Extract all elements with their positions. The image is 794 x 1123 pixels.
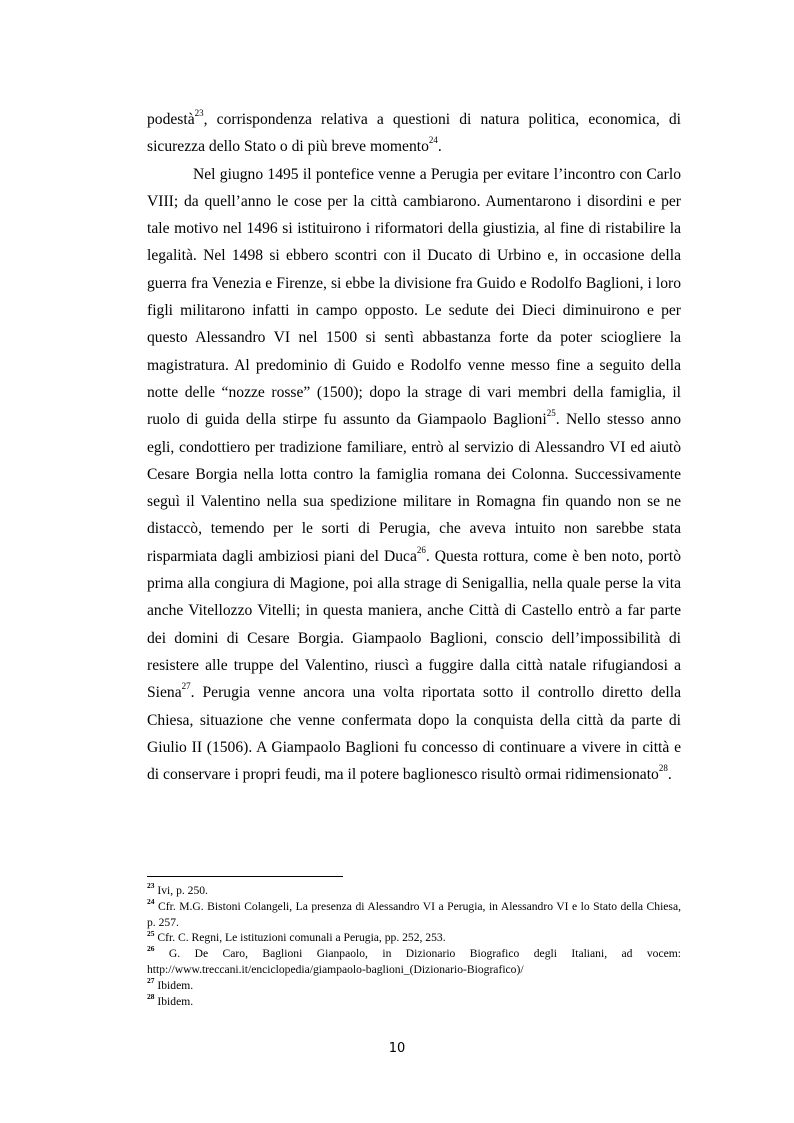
footnote-24: [147, 896, 681, 931]
footnote-26: [147, 946, 681, 978]
paragraph-text: Nel giugno 1495 il pontefice venne a Perugia per evitare l’incontro con Carlo VIII; da quell’anno le cose per la città cambiarono. Aumentarono i disordini e per tale motivo nel 1496 si istituirono i riformatori della giustizia, al fine di ristabilire la legalità. Nel 1498 si ebbero scontri con il Ducato di Urbino e, in occasione della guerra fra Venezia e Firenze, si ebbe la divisione fra Guido e Rodolfo Baglioni, i loro figli militarono infatti in campo opposto. Le sedute dei Dieci diminuirono e per questo Alessandro VI nel 1500 si sentì abbastanza forte da poter sciogliere la magistratura. Al predominio di Guido e Rodolfo venne messo fine a seguito della notte delle “nozze rosse” (1500); dopo la strage di vari membri della famiglia, il ruolo di guida della stirpe fu assunto da Giampaolo Baglioni: [147, 165, 681, 429]
footnote-number: 24: [147, 896, 155, 906]
footnote-ref-25[interactable]: 25: [546, 408, 556, 419]
footnote-ref-26[interactable]: 26: [416, 544, 426, 555]
footnote-text: Cfr. M.G. Bistoni Colangeli, La presenza di Alessandro VI a Perugia, in Alessandro VI e lo Stato della Chiesa, p. 257.: [147, 899, 681, 929]
paragraph-text: . Questa rottura, come è ben noto, portò prima alla congiura di Magione, poi alla strage di Senigallia, nella quale perse la vita anche Vitellozzo Vitelli; in questa maniera, anche Città di Castello entrò a far parte dei domini di Cesare Borgia. Giampaolo Baglioni, conscio dell’impossibilità di resistere alle truppe del Valentino, riuscì a fuggire dalla città natale rifugiandosi a Siena: [147, 547, 682, 702]
footnote-number: 25: [147, 928, 155, 938]
footnote-text: Cfr. C. Regni, Le istituzioni comunali a Perugia, pp. 252, 253.: [154, 931, 446, 945]
paragraph-text: , corrispondenza relativa a questioni di natura politica, economica, di sicurezza dello Stato o di più breve momento: [147, 111, 681, 156]
footnote-number: 26: [147, 944, 155, 954]
footnotes: [147, 883, 681, 1009]
footnote-23: [147, 883, 681, 899]
paragraph-1: [147, 106, 681, 161]
footnote-25: [147, 930, 681, 946]
paragraph-text: . Nello stesso anno egli, condottiero per tradizione familiare, entrò al servizio di Alessandro VI ed aiutò Cesare Borgia nella lotta contro la famiglia romana dei Colonna. Successivamente seguì il Valentino nella sua spedizione militare in Romagna fin quando non se ne distaccò, temendo per le sorti di Perugia, che aveva intuito non sarebbe stata risparmiata dagli ambiziosi piani del Duca: [147, 411, 682, 565]
paragraph-text: . Perugia venne ancora una volta riportata sotto il controllo diretto della Chiesa, situazione che venne confermata dopo la conquista della città da parte di Giulio II (1506). A Giampaolo Baglioni fu concesso di continuare a vivere in città e di conservare i propri feudi, ma il potere baglionesco risultò ormai ridimensionato: [147, 684, 681, 784]
footnote-text: Ibidem.: [154, 978, 194, 992]
footnote-number: 23: [147, 881, 155, 891]
footnote-number: 27: [147, 975, 155, 985]
footnote-ref-27[interactable]: 27: [181, 681, 191, 692]
footnote-text: Ibidem.: [154, 994, 194, 1008]
footnote-number: 28: [147, 991, 155, 1001]
footnote-ref-28[interactable]: 28: [658, 762, 668, 773]
paragraph-2: [147, 161, 681, 789]
footnote-ref-24[interactable]: 24: [428, 135, 438, 146]
footnote-ref-23[interactable]: 23: [194, 107, 204, 118]
page-number: 10: [388, 1041, 406, 1056]
footnote-27: [147, 975, 681, 994]
body-text: [147, 106, 681, 788]
footnote-text: Ivi, p. 250.: [154, 884, 208, 897]
footnote-text[interactable]: G. De Caro, Baglioni Gianpaolo, in Dizionario Biografico degli Italiani, ad vocem: http://www.treccani.it/enciclopedia/giampaolo-baglioni_(Dizionario-Biografico)/: [147, 947, 681, 976]
paragraph-text: .: [667, 766, 672, 784]
footnote-separator: [147, 876, 343, 877]
paragraph-text: .: [437, 138, 442, 156]
paragraph-text: podestà: [147, 111, 195, 128]
footnote-28: [147, 991, 681, 1010]
